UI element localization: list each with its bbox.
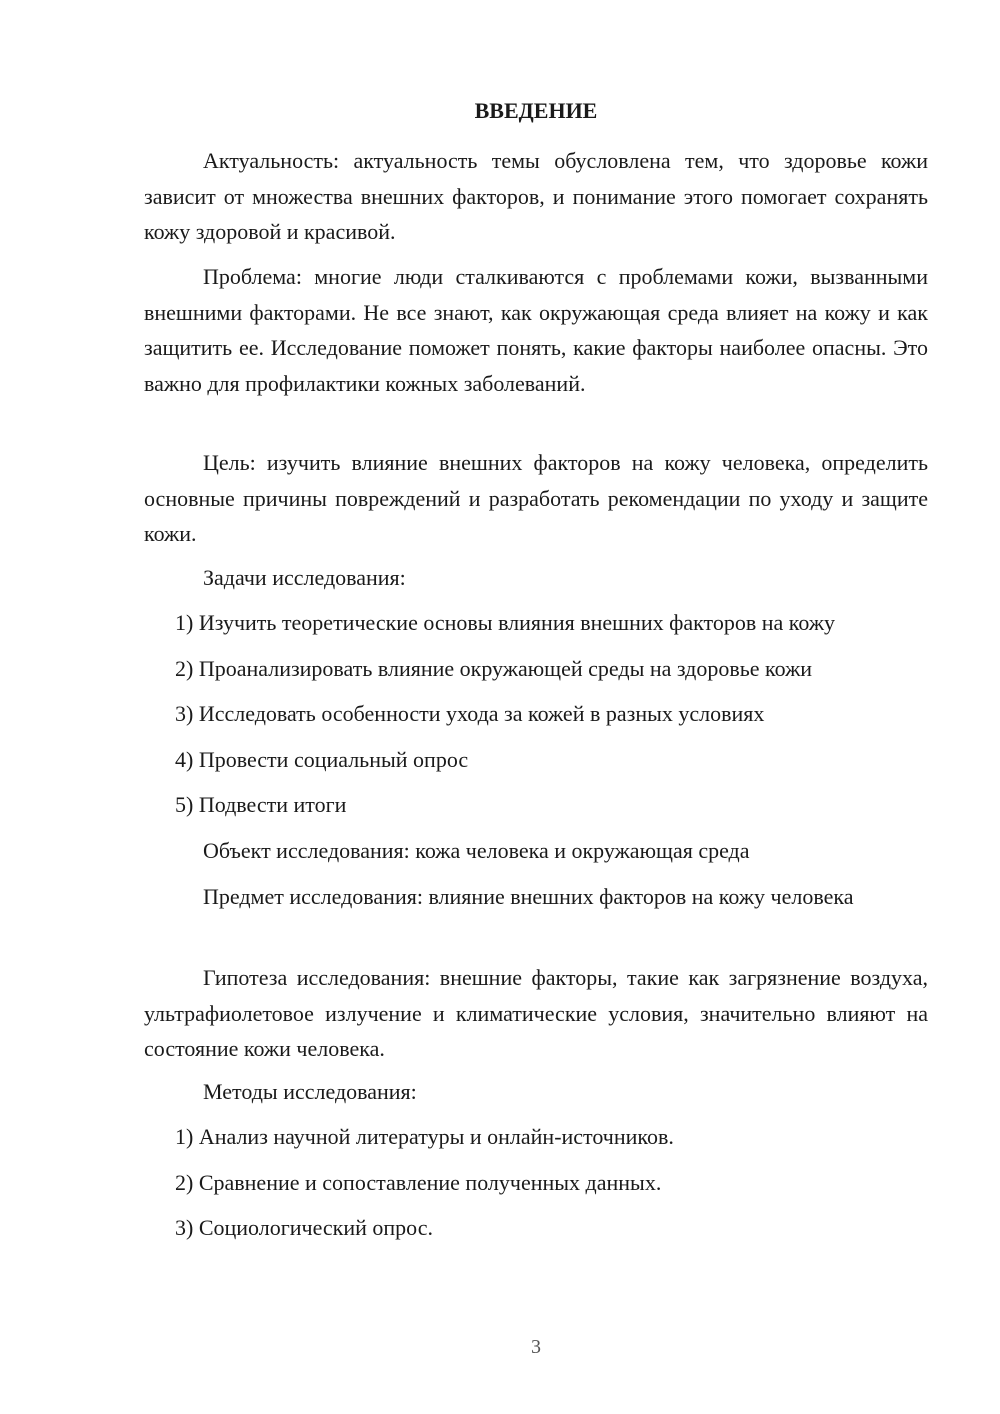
page-number: 3 (531, 1336, 541, 1358)
methods-heading: Методы исследования: (203, 1079, 417, 1104)
tasks-heading: Задачи исследования: (203, 565, 406, 590)
relevance-paragraph: Актуальность: актуальность темы обусловлена тем, что здоровье кожи зависит от множества внешних факторов, и понимание этого помогает сохранять кожу здоровой и красивой. (144, 148, 928, 244)
method-item-2: 2) Сравнение и сопоставление полученных данных. (175, 1170, 662, 1195)
method-item-3: 3) Социологический опрос. (175, 1215, 433, 1240)
task-item-5: 5) Подвести итоги (175, 792, 347, 817)
object-paragraph: Объект исследования: кожа человека и окружающая среда (203, 838, 750, 863)
task-item-1: 1) Изучить теоретические основы влияния внешних факторов на кожу (175, 610, 836, 635)
subject-paragraph: Предмет исследования: влияние внешних факторов на кожу человека (203, 884, 854, 909)
problem-paragraph: Проблема: многие люди сталкиваются с проблемами кожи, вызванными внешними факторами. Не все знают, как окружающая среда влияет на кожу и как защитить ее. Исследование поможет понять, какие факторы наиболее опасны. Это важно для профилактики кожных заболеваний. (144, 264, 928, 396)
task-item-2: 2) Проанализировать влияние окружающей среды на здоровье кожи (175, 656, 813, 681)
task-item-3: 3) Исследовать особенности ухода за кожей в разных условиях (175, 701, 765, 726)
method-item-1: 1) Анализ научной литературы и онлайн-источников. (175, 1124, 674, 1149)
goal-paragraph: Цель: изучить влияние внешних факторов на кожу человека, определить основные причины повреждений и разработать рекомендации по уходу и защите кожи. (144, 450, 928, 546)
section-heading: ВВЕДЕНИЕ (474, 98, 598, 123)
hypothesis-paragraph: Гипотеза исследования: внешние факторы, такие как загрязнение воздуха, ультрафиолетовое излучение и климатические условия, значительно влияют на состояние кожи человека. (144, 965, 928, 1061)
task-item-4: 4) Провести социальный опрос (175, 747, 469, 772)
